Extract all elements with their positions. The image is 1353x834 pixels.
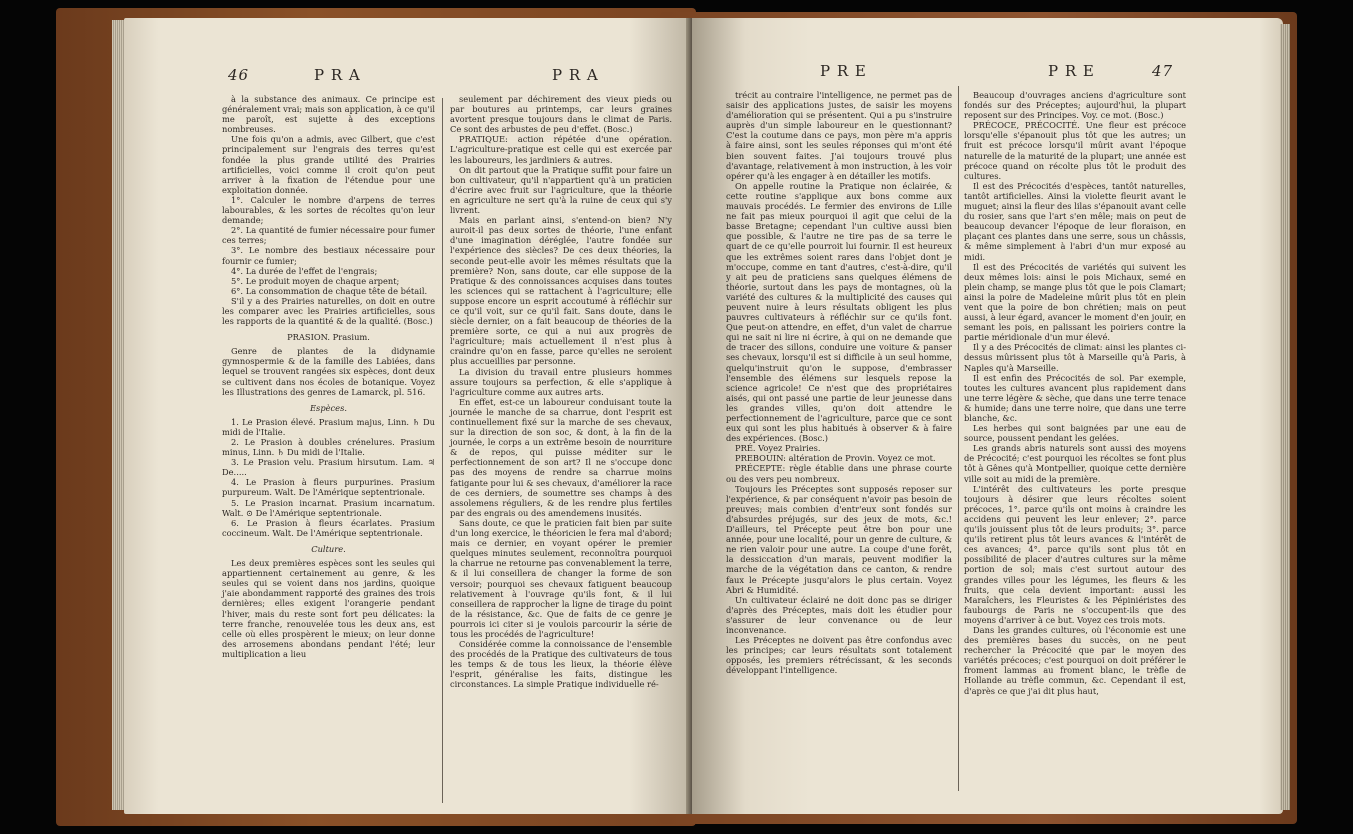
paragraph: Il y a des Précocités de climat: ainsi les plantes ci-dessus mûrissent plus tôt à Marseille qu'à Paris, à Naples qu'à Marseille.: [964, 342, 1186, 373]
paragraph: PRÉCEPTE: règle établie dans une phrase courte ou des vers peu nombreux.: [726, 463, 952, 484]
paragraph: 4. Le Prasion à fleurs purpurines. Prasium purpureum. Walt. De l'Amérique septentrionale.: [222, 477, 435, 498]
left-page-number: 46: [228, 66, 250, 84]
paragraph: Dans les grandes cultures, où l'économie est une des premières bases du succès, on ne peut rechercher la Précocité que par le moyen des variétés précoces; c'est pourquoi on doit préférer le froment lammas au froment blanc, le trèfle de Hollande au trèfle commun, &c. Cependant il est, d'après ce que j'ai dit plus haut,: [964, 624, 1186, 696]
right-page-edges: [1280, 24, 1290, 810]
paragraph: 3°. Le nombre des bestiaux nécessaire pour fournir ce fumier;: [222, 245, 435, 266]
right-running-head-2: P R E: [1048, 62, 1095, 80]
paragraph: Il est des Précocités d'espèces, tantôt naturelles, tantôt artificielles. Ainsi la violette fleurit avant le muguet; ainsi la fleur des lilas s'épanouit avant celle du rosier, sans que l'art s'en mêle; mais on peut de beaucoup devancer l'époque de leur floraison, en plaçant ces plantes dans une serre, sous un châssis, & même simplement à l'abri d'un mur exposé au midi.: [964, 180, 1186, 262]
paragraph: seulement par déchirement des vieux pieds ou par boutures au printemps, car leurs graines avortent presque toujours dans le climat de Paris. Ce sont des arbustes de peu d'effet. (Bosc.): [450, 94, 672, 135]
paragraph: En effet, est-ce un laboureur conduisant toute la journée le manche de sa charrue, dont l'esprit est continuellement fixé sur la marche de ses chevaux, sur la direction de son soc, & dont, à la fin de la journée, le corps a un extrême besoin de nourriture & de repos, qui puisse méditer sur le perfectionnement de son art? Il ne s'occupe donc pas des moyens de rendre sa charrue moins fatigante pour lui & ses chevaux, d'améliorer la race de ces derniers, de soumettre ses champs à des assolemens réguliers, & de les rendre plus fertiles par des engrais ou des amendemens inusités.: [450, 396, 672, 518]
paragraph: 5°. Le produit moyen de chaque arpent;: [231, 275, 400, 286]
right-column-1: [726, 90, 952, 675]
paragraph: 2°. La quantité de fumier nécessaire pour fumer ces terres;: [222, 225, 435, 246]
paragraph: PRATIQUE: action répétée d'une opération. L'agriculture-pratique est celle qui est exercée par les laboureurs, les jardiniers & autres.: [450, 134, 672, 165]
paragraph: 6. Le Prasion à fleurs écarlates. Prasium coccineum. Walt. De l'Amérique septentrionale.: [222, 517, 435, 538]
paragraph: Il est enfin des Précocités de sol. Par exemple, toutes les cultures avancent plus rapidement dans une terre légère & sèche, que dans une terre tenace & humide; dans une terre noire, que dans une terre blanche, &c.: [964, 372, 1186, 423]
paragraph: Un cultivateur éclairé ne doit donc pas se diriger d'après des Préceptes, mais doit les étudier pour s'assurer de leur convenance ou de leur inconvenance.: [726, 594, 952, 635]
paragraph: Culture.: [311, 543, 346, 554]
paragraph: Les grands abris naturels sont aussi des moyens de Précocité; c'est pourquoi les récoltes se font plus tôt à Gênes qu'à Montpellier, quoique cette dernière ville soit au midi de la première.: [964, 443, 1186, 484]
paragraph: à la substance des animaux. Ce principe est généralement vrai; mais son application, à ce qu'il me paroît, est sujette à des exceptions nombreuses.: [222, 94, 435, 135]
paragraph: 1°. Calculer le nombre d'arpens de terres labourables, & les sortes de récoltes qu'on leur demande;: [222, 194, 435, 226]
paragraph: trécit au contraire l'intelligence, ne permet pas de saisir des applications justes, de saisir les moyens d'amélioration qui se présentent. Qui a pu s'instruire auprès d'un simple laboureur en le questionnant? C'est la coutume dans ce pays, mon père m'a appris à faire ainsi, sont les seules réponses qui m'ont été bien souvent faites. J'ai toujours trouvé plus d'avantage, relativement à mon instruction, à les voir opérer qu'à les engager à en détailler les motifs.: [726, 90, 952, 181]
paragraph: PREBOUIN: altération de Provin. Voyez ce mot.: [735, 453, 936, 464]
paragraph: 4°. La durée de l'effet de l'engrais;: [231, 265, 378, 276]
column-rule: [442, 98, 443, 803]
paragraph: Les Préceptes ne doivent pas être confondus avec les principes; car leurs résultats sont totalement opposés, les premiers rétrécissant, & les seconds développant l'intelligence.: [726, 635, 952, 676]
paragraph: L'intérêt des cultivateurs les porte presque toujours à désirer que leurs récoltes soient précoces, 1°. parce qu'ils ont moins à craindre les accidens qui peuvent les leur enlever; 2°. parce qu'ils jouissent plus tôt de leurs produits; 3°. parce qu'ils retirent plus tôt leurs avances & l'intérêt de ces avances; 4°. parce qu'ils sont plus tôt en possibilité de placer d'autres cultures sur la même portion de sol; mais c'est surtout autour des grandes villes pour les légumes, les fleurs & les fruits, que cela devient important: aussi les Maraîchers, les Fleuristes & les Pépiniéristes des faubourgs de Paris ne s'occupent-ils que des moyens d'arriver à ce but. Voyez ces trois mots.: [964, 483, 1186, 625]
left-column-2: [450, 94, 672, 690]
right-page-number: 47: [1152, 62, 1174, 80]
left-column-1: [222, 94, 435, 659]
paragraph: Mais en parlant ainsi, s'entend-on bien? N'y auroit-il pas deux sortes de théorie, l'une enfant d'une imagination déréglée, l'autre fondée sur l'expérience des siècles? De ces deux théories, la seconde peut-elle avoir les mêmes résultats que la première? Non, sans doute, car elle suppose de la Pratique & des connoissances acquises dans toutes les sciences qui se rattachent à l'agriculture; elle suppose encore un esprit accoutumé à réfléchir sur ce qu'il voit, sur ce qu'il fait. Sans doute, dans le siècle dernier, on a fait beaucoup de théories de la première sorte, ce qui a nui aux progrès de l'agriculture; mais actuellement il n'est plus à craindre qu'on en fasse, parce qu'elles ne seroient plus accueillies par personne.: [450, 215, 672, 367]
right-page: [692, 18, 1283, 814]
paragraph: PRÉ. Voyez Prairies.: [735, 443, 821, 454]
paragraph: Les deux premières espèces sont les seules qui appartiennent certainement au genre, & les seules qui se voient dans nos jardins, quoique j'aie abondamment rapporté des graines des trois dernières; elles exigent l'orangerie pendant l'hiver, mais du reste sont fort peu délicates: la terre franche, renouvelée tous les deux ans, est celle où elles prospèrent le mieux; on leur donne des arrosemens abondans pendant l'été; leur multiplication a lieu: [222, 558, 435, 659]
paragraph: Une fois qu'on a admis, avec Gilbert, que c'est principalement sur l'engrais des terres qu'est fondée la plus grande utilité des Prairies artificielles, voici comme il croit qu'on peut arriver à la fixation de l'étendue pour une exploitation donnée.: [222, 134, 435, 195]
paragraph: PRÉCOCE, PRÉCOCITÉ. Une fleur est précoce lorsqu'elle s'épanouit plus tôt que les autres; un fruit est précoce lorsqu'il mûrit avant l'époque naturelle de la maturité de la plupart; une année est précoce quand on récolte plus tôt le produit des cultures.: [964, 120, 1186, 181]
paragraph: 1. Le Prasion élevé. Prasium majus, Linn. ♄ Du midi de l'Italie.: [222, 416, 435, 437]
paragraph: Beaucoup d'ouvrages anciens d'agriculture sont fondés sur des Préceptes; aujourd'hui, la plupart reposent sur des Principes. Voy. ce mot. (Bosc.): [964, 90, 1186, 121]
paragraph: Sans doute, ce que le praticien fait bien par suite d'un long exercice, le théoricien le fera mal d'abord; mais ce dernier, en voyant opérer le premier quelques minutes seulement, reconnoîtra pourquoi la charrue ne retourne pas convenablement la terre, & il lui conseillera de changer la forme de son versoir; pourquoi ses chevaux fatiguent beaucoup relativement à l'ouvrage qu'ils font, & il lui conseillera de rapprocher la ligne de tirage du point de la résistance, &c. Que de faits de ce genre je pourrois ici citer si je voulois parcourir la série de tous les procédés de l'agriculture!: [450, 517, 672, 639]
paragraph: PRASION. Prasium.: [287, 332, 370, 343]
paragraph: La division du travail entre plusieurs hommes assure toujours sa perfection, & elle s'applique à l'agriculture comme aux autres arts.: [450, 366, 672, 397]
paragraph: S'il y a des Prairies naturelles, on doit en outre les comparer avec les Prairies artificielles, sous les rapports de la quantité & de la qualité. (Bosc.): [222, 295, 435, 327]
left-running-head-2: P R A: [552, 66, 599, 84]
paragraph: On appelle routine la Pratique non éclairée, & cette routine s'applique aux bons comme aux mauvais procédés. Le fermier des environs de Lille ne fait pas mieux pourquoi il agit que celui de la basse Bretagne; cependant l'un cultive aussi bien que possible, & l'autre ne tire pas de sa terre le quart de ce qu'elle pourroit lui fournir. Il est heureux que les extrêmes soient rares dans l'objet dont je m'occupe, comme en tant d'autres, c'est-à-dire, qu'il y ait peu de praticiens sans quelques élémens de théorie, surtout dans les pays de montagnes, où la variété des cultures & la multiplicité des causes qui peuvent nuire à leurs résultats obligent les plus pauvres cultivateurs à réfléchir sur ce qu'ils font. Que peut-on attendre, en effet, d'un valet de charrue qui ne sait ni lire ni écrire, à qui on ne demande que de tracer des sillons, conduire une voiture & panser ses chevaux, lorsqu'il est si difficile à un seul homme, quelqu'instruit qu'on le suppose, d'embrasser l'ensemble des élémens sur lesquels repose la science agricole! Ce n'est que des propriétaires aisés, qui ont passé une partie de leur jeunesse dans les grandes villes, qu'on doit attendre le perfectionnement de l'agriculture, parce que ce sont eux qui sont les plus habitués à observer & à faire des expériences. (Bosc.): [726, 180, 952, 444]
paragraph: 6°. La consommation de chaque tête de bétail.: [231, 285, 428, 296]
column-rule: [958, 86, 959, 791]
right-column-2: [964, 90, 1186, 696]
left-running-head-1: P R A: [314, 66, 361, 84]
paragraph: Espèces.: [310, 402, 347, 413]
right-running-head-1: P R E: [820, 62, 867, 80]
paragraph: Il est des Précocités de variétés qui suivent les deux mêmes lois: ainsi le pois Michaux, semé en plein champ, se mange plus tôt que le pois Clamart; ainsi la poire de Madeleine mûrit plus tôt en plein vent que la poire de bon chrétien; mais on peut aussi, à leur égard, avancer le moment d'en jouir, en semant les pois, en palissant les poiriers contre la partie méridionale d'un mur élevé.: [964, 261, 1186, 343]
paragraph: Considérée comme la connoissance de l'ensemble des procédés de la Pratique des cultivateurs de tous les temps & de tous les lieux, la théorie élève l'esprit, généralise les faits, distingue les circonstances. La simple Pratique individuelle ré-: [450, 639, 672, 690]
paragraph: Genre de plantes de la didynamie gymnospermie & de la famille des Labiées, dans lequel se trouvent rangées six espèces, dont deux se cultivent dans nos écoles de botanique. Voyez les Illustrations des genres de Lamarck, pl. 516.: [222, 346, 435, 397]
paragraph: 3. Le Prasion velu. Prasium hirsutum. Lam. ♃ De.....: [222, 457, 435, 478]
paragraph: 2. Le Prasion à doubles crénelures. Prasium minus, Linn. ♄ Du midi de l'Italie.: [222, 437, 435, 458]
paragraph: 5. Le Prasion incarnat. Prasium incarnatum. Walt. ⊙ De l'Amérique septentrionale.: [222, 497, 435, 518]
left-page: [124, 18, 698, 814]
paragraph: On dit partout que la Pratique suffit pour faire un bon cultivateur, qu'il n'appartient qu'à un praticien d'écrire avec fruit sur l'agriculture, que la théorie en agriculture ne sert qu'à la ruine de ceux qui s'y livrent.: [450, 164, 672, 216]
paragraph: Les herbes qui sont baignées par une eau de source, poussent pendant les gelées.: [964, 423, 1186, 444]
paragraph: Toujours les Préceptes sont supposés reposer sur l'expérience, & par conséquent n'avoir pas besoin de preuves; mais combien d'entr'eux sont fondés sur d'absurdes préjugés, sur des jeux de mots, &c.! D'ailleurs, tel Précepte peut être bon pour une année, pour une localité, pour un genre de culture, & ne rien valoir pour une autre. La coupe d'une forêt, la dessiccation d'un marais, peuvent modifier la marche de la végétation dans ce canton, & rendre faux le Précepte jusqu'alors le plus certain. Voyez Abri & Humidité.: [726, 483, 952, 595]
